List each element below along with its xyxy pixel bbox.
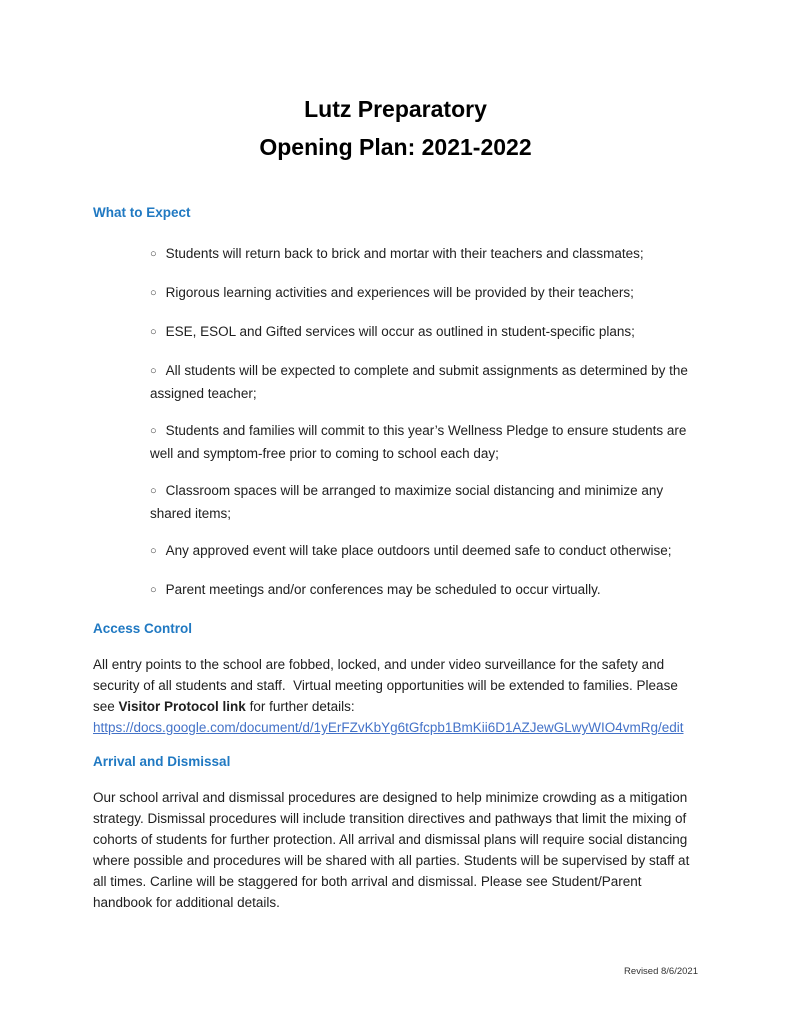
- bullet-circle-icon: ○: [150, 248, 157, 260]
- section-arrival-dismissal: [93, 751, 698, 913]
- bullet-circle-icon: ○: [150, 584, 157, 596]
- section-heading-access-control: Access Control: [93, 621, 193, 636]
- section-heading-arrival-dismissal: Arrival and Dismissal: [93, 754, 231, 769]
- list-item: [93, 360, 698, 404]
- list-item: [93, 420, 698, 464]
- visitor-protocol-bold-text: Visitor Protocol link: [118, 699, 246, 714]
- list-item-text: Any approved event will take place outdoors until deemed safe to conduct otherwise;: [165, 543, 672, 558]
- arrival-dismissal-paragraph: Our school arrival and dismissal procedures are designed to help minimize crowding as a mitigation strategy. Dismissal procedures will include transition directives and pathways that limit the mixing of cohorts of students for further protection. All arrival and dismissal plans will require social distancing where possible and procedures will be shared with all parties. Students will be supervised by staff at all times. Carline will be staggered for both arrival and dismissal. Please see Student/Parent handbook for additional details.: [93, 790, 690, 910]
- paragraph-text: for further details:: [245, 699, 355, 714]
- list-item: [93, 243, 698, 266]
- list-item-text: ESE, ESOL and Gifted services will occur as outlined in student-specific plans;: [165, 324, 635, 339]
- revision-note: Revised 8/6/2021: [624, 966, 698, 977]
- bullet-circle-icon: ○: [150, 425, 157, 437]
- section-heading-what-to-expect: What to Expect: [93, 205, 191, 220]
- list-item-text: Classroom spaces will be arranged to maximize social distancing and minimize any shared items;: [150, 483, 664, 521]
- bullet-circle-icon: ○: [150, 545, 157, 557]
- document-title-line1: Lutz Preparatory: [304, 96, 487, 122]
- section-access-control: [93, 618, 698, 738]
- list-item: [93, 540, 698, 563]
- list-item: [93, 579, 698, 602]
- document-title: [93, 90, 698, 166]
- visitor-protocol-link[interactable]: https://docs.google.com/document/d/1yErFZvKbYg6tGfcpb1BmKii6D1AZJewGLwyWIO4vmRg/edit: [93, 720, 684, 735]
- list-item-text: Parent meetings and/or conferences may be scheduled to occur virtually.: [165, 582, 601, 597]
- list-item-text: Students will return back to brick and mortar with their teachers and classmates;: [165, 246, 644, 261]
- paragraph-text: All entry points to the school are fobbed, locked, and under video surveillance for the safety and security of all students and staff. Virtual meeting opportunities will be extended to families. Please see: [93, 657, 682, 714]
- list-item-text: Rigorous learning activities and experiences will be provided by their teachers;: [165, 285, 634, 300]
- list-item: [93, 282, 698, 305]
- access-control-paragraph: [93, 654, 698, 738]
- document-title-line2: Opening Plan: 2021-2022: [259, 134, 532, 160]
- bullet-circle-icon: ○: [150, 485, 157, 497]
- bullet-circle-icon: ○: [150, 326, 157, 338]
- list-item: [93, 480, 698, 524]
- bullet-circle-icon: ○: [150, 365, 157, 377]
- bullet-circle-icon: ○: [150, 287, 157, 299]
- list-item: [93, 321, 698, 344]
- list-item-text: Students and families will commit to this year’s Wellness Pledge to ensure students are well and symptom-free prior to coming to school each day;: [150, 423, 687, 461]
- section-what-to-expect: [93, 202, 698, 602]
- bullet-list: [93, 243, 698, 602]
- list-item-text: All students will be expected to complete and submit assignments as determined by the assigned teacher;: [150, 363, 688, 401]
